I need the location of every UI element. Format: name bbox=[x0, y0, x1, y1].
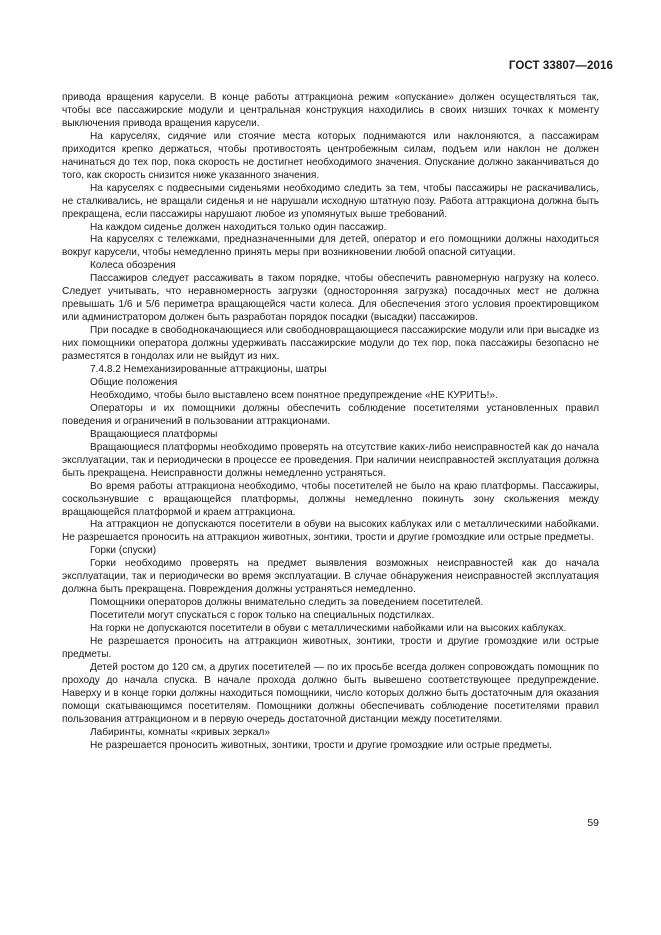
section-heading: Лабиринты, комнаты «кривых зеркал» bbox=[90, 726, 270, 738]
section-heading: Горки (спуски) bbox=[90, 545, 157, 557]
paragraph: На аттракцион не допускаются посетители в обуви на высоких каблуках или с металлическими набойками. Не разрешается проносить на аттракцион животных, зонтики, трости и другие громоздкие или острые предметы. bbox=[62, 519, 599, 544]
clause-heading: 7.4.8.2 Немеханизированные аттракционы, шатры bbox=[90, 364, 327, 376]
section-heading: Вращающиеся платформы bbox=[90, 428, 218, 440]
paragraph: При посадке в свободнокачающиеся или свободновращающиеся пассажирские модули или при высадке из них помощники оператора должны удерживать пассажирские модули до тех пор, пока пассажиры безопасно не разместятся в гондолах или не выйдут из них. bbox=[62, 325, 599, 363]
paragraph: Не разрешается проносить на аттракцион животных, зонтики, трости и другие громоздкие или острые предметы. bbox=[62, 636, 599, 660]
paragraph: Необходимо, чтобы было выставлено всем понятное предупреждение «НЕ КУРИТЬ!». bbox=[90, 389, 498, 401]
paragraph: На каруселях с подвесными сиденьями необходимо следить за тем, чтобы пассажиры не раскачивались, не сталкивались, не вращали сиденья и не нарушали исходную штатную позу. Работа аттракциона должна быть прекращена, если пассажиры нарушают любое из упомянутых выше требований. bbox=[62, 182, 599, 220]
paragraph: привода вращения карусели. В конце работы аттракциона режим «опускание» должен осуществляться так, чтобы все пассажирские модули и центральная конструкция находились в своих низших точках к моменту выключения привода вращения карусели. bbox=[62, 92, 599, 129]
section-heading: Общие положения bbox=[90, 376, 178, 388]
standard-designation: ГОСТ 33807—2016 bbox=[508, 60, 613, 72]
paragraph: На горки не допускаются посетители в обуви с металлическими набойками или на высоких каблуках. bbox=[90, 623, 567, 635]
paragraph: Посетители могут спускаться с горок только на специальных подстилках. bbox=[90, 610, 435, 622]
section-heading: Колеса обозрения bbox=[90, 260, 176, 272]
paragraph: Пассажиров следует рассаживать в таком порядке, чтобы обеспечить равномерную нагрузку на колесо. Следует учитывать, что неравномерность загрузки (односторонняя загрузка) посадочных мест не должна превышать 1/6 и 5/6 периметра вращающейся части колеса. Для обеспечения этого условия проектировщиком или администратором должен быть разработан порядок посадки (высадки) пассажиров. bbox=[62, 273, 599, 324]
paragraph: Вращающиеся платформы необходимо проверять на отсутствие каких-либо неисправностей как до начала эксплуатации, так и периодически в процессе ее проведения. При наличии неисправностей эксплуатация должна быть прекращена. Неисправности должны немедленно устраняться. bbox=[62, 441, 599, 479]
paragraph: Помощники операторов должны внимательно следить за поведением посетителей. bbox=[90, 597, 484, 609]
paragraph: На каждом сиденье должен находиться только один пассажир. bbox=[90, 221, 387, 233]
paragraph: Во время работы аттракциона необходимо, чтобы посетителей не было на краю платформы. Пассажиры, соскользнувшие с вращающейся платформы, должны немедленно покинуть зону скольжения между вращающейся платформой и краем аттракциона. bbox=[62, 480, 599, 518]
page-number: 59 bbox=[587, 817, 599, 829]
paragraph: Детей ростом до 120 см, а других посетителей — по их просьбе всегда должен сопровождать помощник по проходу до начала спуска. В начале прохода должно быть вывешено соответствующее предупреждение. Наверху и в конце горки должны находиться помощники, число которых должно быть достаточным для оказания помощи скатывающимся посетителям. Помощники должны обеспечивать соблюдение посетителями правил пользования аттракционом и в первую очередь достаточной дистанции между посетителями. bbox=[62, 661, 599, 725]
paragraph: Операторы и их помощники должны обеспечить соблюдение посетителями установленных правил поведения и ограничений в пользовании аттракционами. bbox=[62, 402, 599, 427]
paragraph: На каруселях, сидячие или стоячие места которых поднимаются или наклоняются, а пассажирам приходится крепко держаться, чтобы противостоять центробежным силам, подъем или наклон не должен начинаться до тех пор, пока скорость не достигнет необходимого значения. Опускание должно заканчиваться до того, как скорость снизится ниже указанного значения. bbox=[62, 130, 599, 181]
paragraph: Не разрешается проносить животных, зонтики, трости и другие громоздкие или острые предметы. bbox=[90, 739, 553, 751]
paragraph: На каруселях с тележками, предназначенными для детей, оператор и его помощники должны находиться вокруг карусели, чтобы немедленно принять меры при возникновении любой опасной ситуации. bbox=[62, 234, 599, 259]
paragraph: Горки необходимо проверять на предмет выявления возможных неисправностей как до начала эксплуатации, так и периодически во время эксплуатации. В случае обнаружения неисправностей эксплуатация должна быть прекращена. Повреждения должны устраняться немедленно. bbox=[62, 558, 599, 596]
document-body bbox=[62, 92, 599, 753]
